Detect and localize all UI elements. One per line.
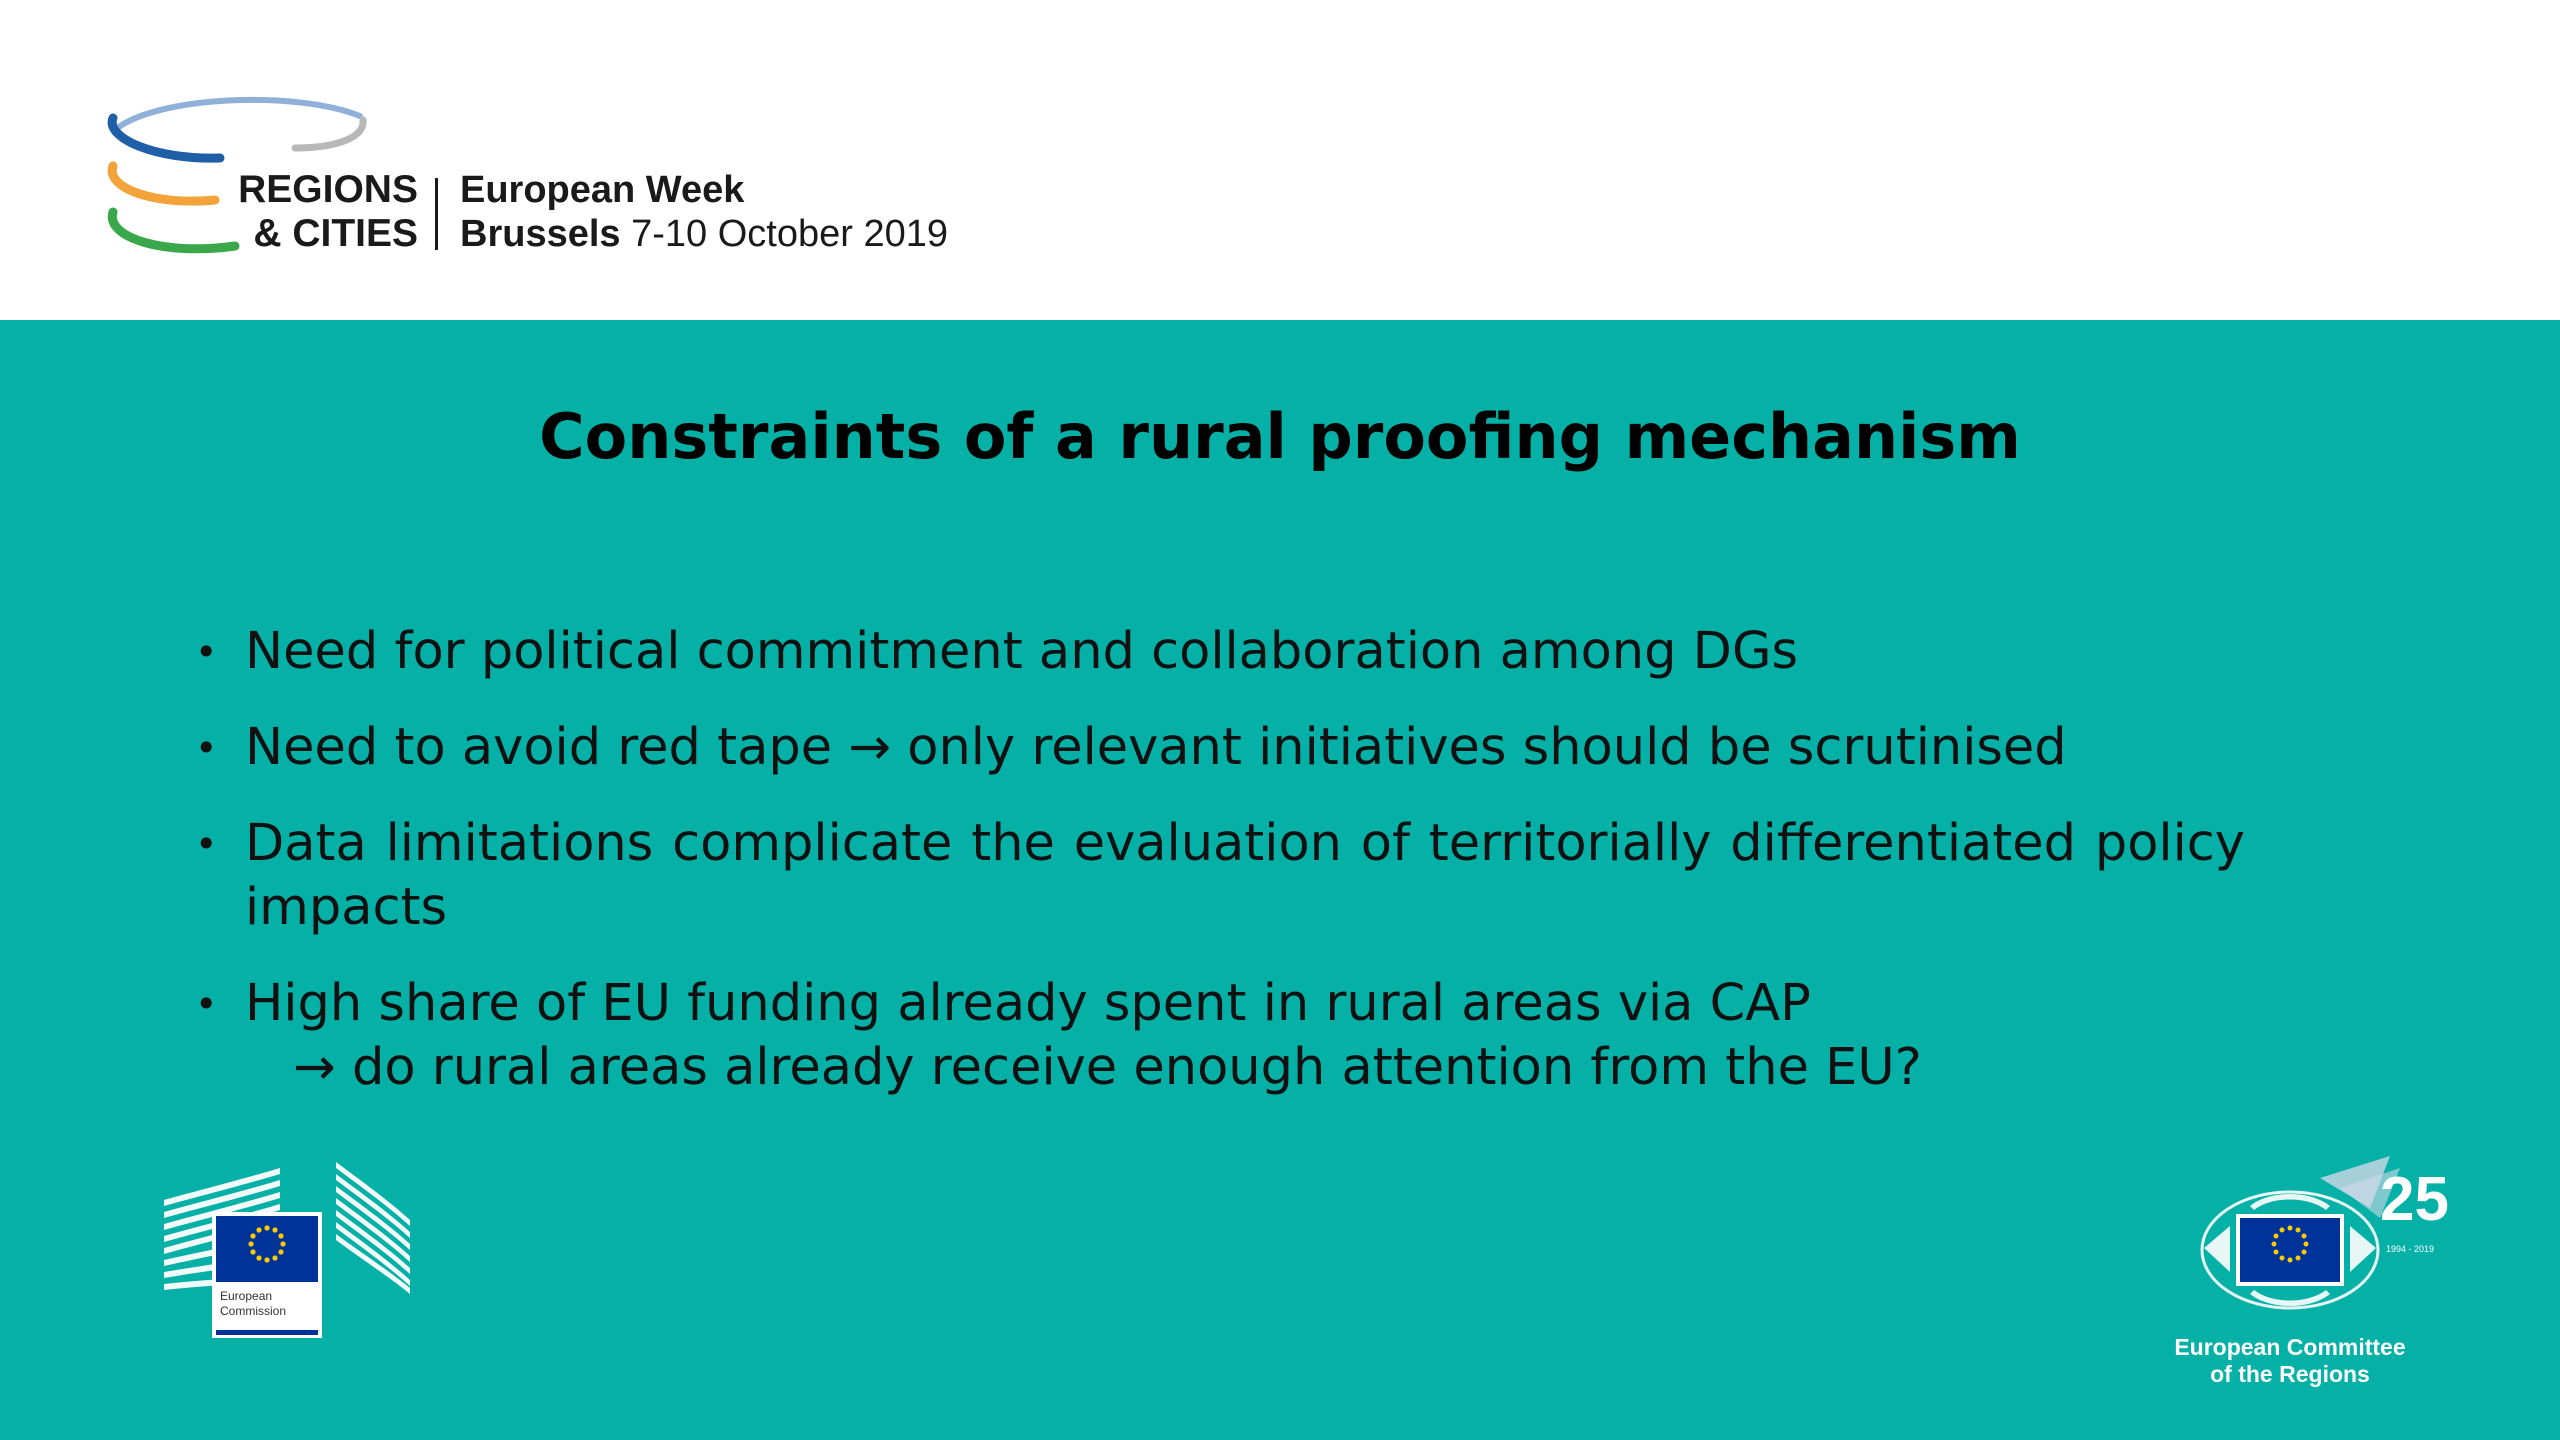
logo-line-regions: REGIONS xyxy=(238,168,418,211)
cor-years: 1994 - 2019 xyxy=(2386,1244,2435,1254)
bullet-list xyxy=(195,620,2245,1132)
logo-line-cities: & CITIES xyxy=(253,212,418,255)
event-name: European Week xyxy=(460,169,745,211)
committee-of-regions-logo-icon xyxy=(2190,1148,2460,1318)
logo-divider xyxy=(435,178,438,250)
bullet-dot-icon: • xyxy=(195,726,218,770)
event-info xyxy=(460,168,948,256)
cor-anniversary: 25 xyxy=(2380,1165,2449,1234)
event-dates: 7-10 October 2019 xyxy=(631,213,948,255)
bullet-dot-icon: • xyxy=(195,822,218,866)
bullet-item xyxy=(195,972,2245,1100)
european-commission-logo-icon xyxy=(160,1160,420,1340)
bullet-text: Data limitations complicate the evaluation of territorially differentiated policy impacts xyxy=(245,814,2245,937)
bullet-dot-icon: • xyxy=(195,630,218,674)
cor-label-line2: of the Regions xyxy=(2210,1361,2370,1387)
ec-label-line2: Commission xyxy=(220,1304,287,1318)
header-band xyxy=(0,0,2560,320)
slide-title: Constraints of a rural proofing mechanism xyxy=(539,400,2021,473)
cor-label xyxy=(2130,1334,2450,1388)
ec-label-line1: European xyxy=(220,1289,273,1303)
bullet-text: Need to avoid red tape → only relevant initiatives should be scrutinised xyxy=(245,718,2067,777)
bullet-text: High share of EU funding already spent in rural areas via CAP xyxy=(245,974,1811,1033)
bullet-dot-icon: • xyxy=(195,982,218,1026)
bullet-item xyxy=(195,716,2245,780)
logo-regions-cities xyxy=(238,168,418,256)
bullet-text: Need for political commitment and collaboration among DGs xyxy=(245,622,1799,681)
bullet-item xyxy=(195,812,2245,940)
bullet-subtext: → do rural areas already receive enough attention from the EU? xyxy=(293,1038,1922,1097)
event-city: Brussels xyxy=(460,213,621,255)
bullet-item xyxy=(195,620,2245,684)
cor-label-line1: European Committee xyxy=(2174,1334,2406,1360)
